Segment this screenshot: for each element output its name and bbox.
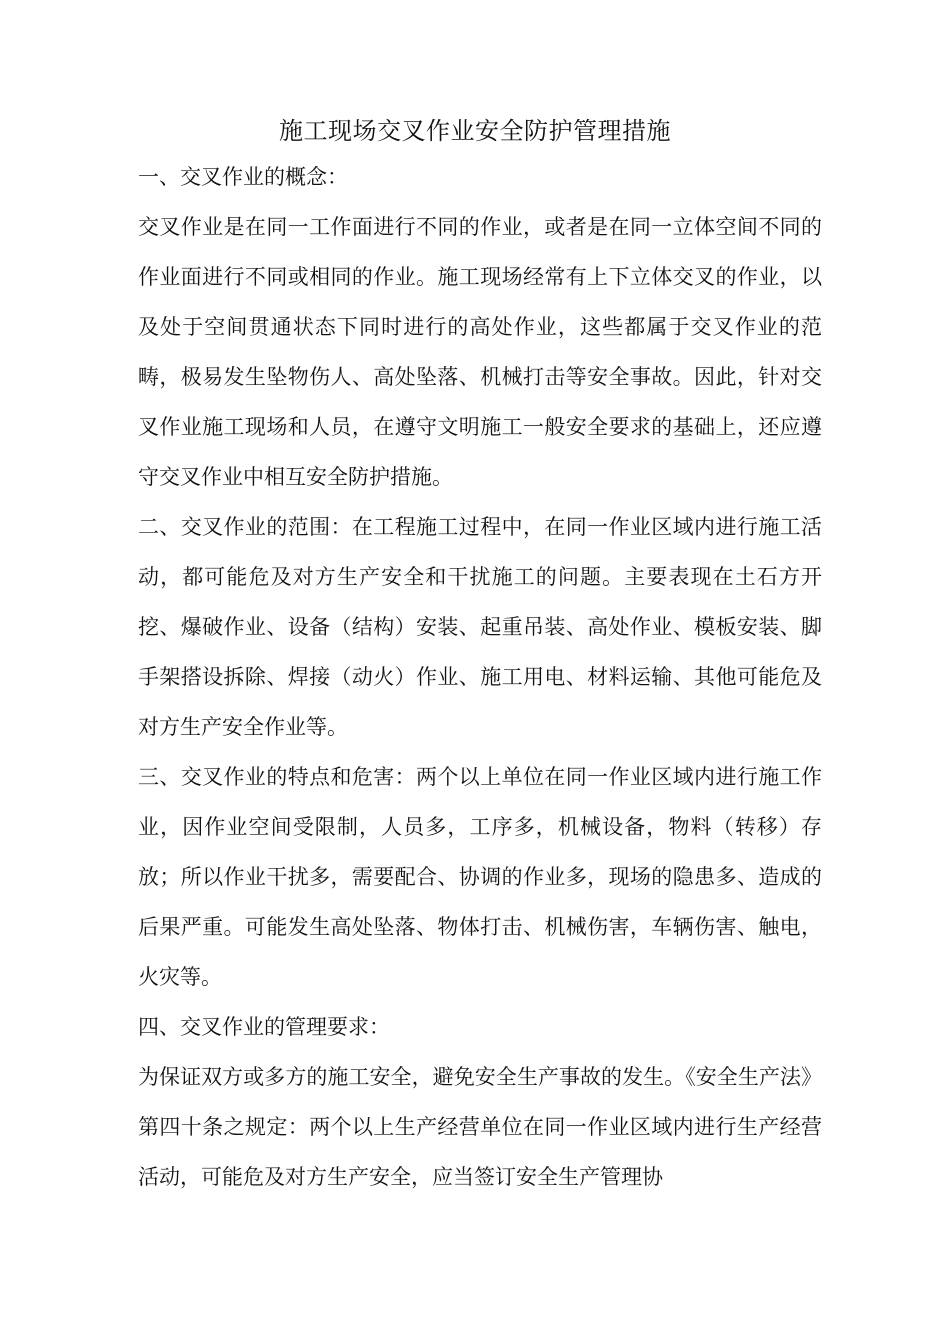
- paragraph-characteristics: 三、交叉作业的特点和危害：两个以上单位在同一作业区域内进行施工作业，因作业空间受限制，人员多，工序多，机械设备，物料（转移）存放；所以作业干扰多，需要配合、协调的作业多，现场的隐患多、造成的后果严重。可能发生高处坠落、物体打击、机械伤害，车辆伤害、触电，火灾等。: [138, 765, 822, 989]
- paragraph-management: 为保证双方或多方的施工安全，避免安全生产事故的发生。《安全生产法》第四十条之规定：两个以上生产经营单位在同一作业区域内进行生产经营活动，可能危及对方生产安全，应当签订安全生产管理协: [138, 1065, 822, 1189]
- paragraph-concept: 交叉作业是在同一工作面进行不同的作业，或者是在同一立体空间不同的作业面进行不同或相同的作业。施工现场经常有上下立体交叉的作业，以及处于空间贯通状态下同时进行的高处作业，这些都属于交叉作业的范畴，极易发生坠物伤人、高处坠落、机械打击等安全事故。因此，针对交叉作业施工现场和人员，在遵守文明施工一般安全要求的基础上，还应遵守交叉作业中相互安全防护措施。: [138, 215, 822, 489]
- document-body: [138, 152, 822, 1202]
- document-title: 施工现场交叉作业安全防护管理措施: [279, 117, 671, 145]
- section-heading-concept: 一、交叉作业的概念：: [138, 165, 348, 189]
- section-heading-management: 四、交叉作业的管理要求：: [138, 1015, 390, 1039]
- paragraph-scope: 二、交叉作业的范围：在工程施工过程中，在同一作业区域内进行施工活动，都可能危及对方生产安全和干扰施工的问题。主要表现在土石方开挖、爆破作业、设备（结构）安装、起重吊装、高处作业、模板安装、脚手架搭设拆除、焊接（动火）作业、施工用电、材料运输、其他可能危及对方生产安全作业等。: [138, 515, 822, 739]
